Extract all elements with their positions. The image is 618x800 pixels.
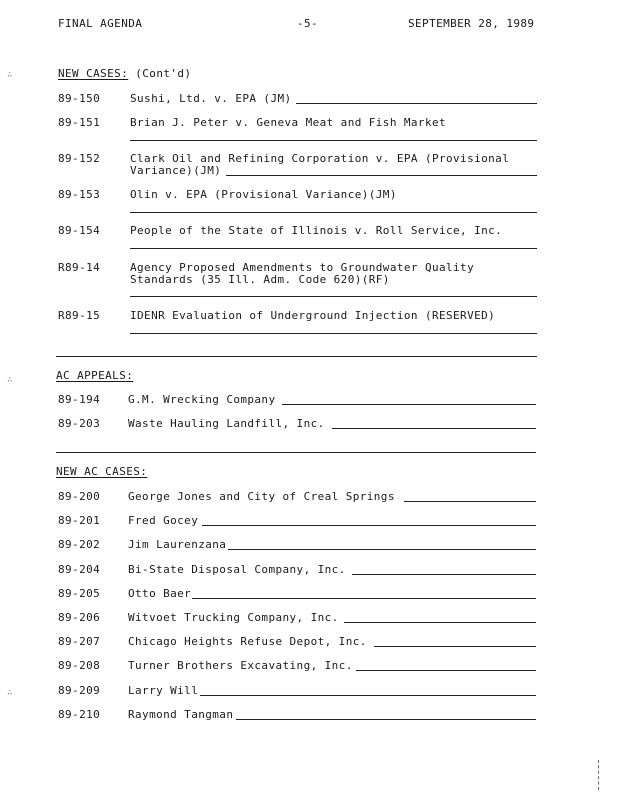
case-title: Raymond Tangman (128, 708, 234, 721)
blank-line (236, 719, 536, 720)
case-title: Bi-State Disposal Company, Inc. (128, 563, 346, 576)
case-title: Witvoet Trucking Company, Inc. (128, 611, 339, 624)
margin-mark: ∴ (7, 688, 13, 698)
case-title: People of the State of Illinois v. Roll Service, Inc. (130, 224, 503, 237)
case-number: 89-202 (58, 538, 101, 551)
case-title: Larry Will (128, 684, 199, 697)
margin-mark: ∴ (7, 70, 13, 80)
case-title: G.M. Wrecking Company (128, 393, 276, 406)
blank-line (130, 248, 537, 249)
case-number: 89-209 (58, 684, 101, 697)
case-title-line-2: Variance)(JM) (130, 164, 222, 177)
case-number: 89-153 (58, 188, 101, 201)
blank-line (352, 574, 536, 575)
case-title-line-2: Standards (35 Ill. Adm. Code 620)(RF) (130, 273, 390, 286)
case-number: 89-201 (58, 514, 101, 527)
blank-line (282, 404, 536, 405)
case-title: Waste Hauling Landfill, Inc. (128, 417, 325, 430)
section-suffix: (Cont'd) (135, 67, 192, 80)
blank-line (332, 428, 536, 429)
case-title: George Jones and City of Creal Springs (128, 490, 395, 503)
case-title: Otto Baer (128, 587, 192, 600)
case-title: Turner Brothers Excavating, Inc. (128, 659, 353, 672)
case-number: 89-200 (58, 490, 101, 503)
page-number: -5- (297, 17, 319, 30)
case-title: IDENR Evaluation of Underground Injection (RESERVED) (130, 309, 496, 322)
new-cases-heading (58, 67, 191, 80)
case-number: 89-205 (58, 587, 101, 600)
case-number: 89-208 (58, 659, 101, 672)
case-number: 89-151 (58, 116, 101, 129)
case-number: 89-154 (58, 224, 101, 237)
header-left: FINAL AGENDA (58, 17, 143, 30)
margin-mark: ∴ (7, 375, 13, 385)
case-title: Olin v. EPA (Provisional Variance)(JM) (130, 188, 397, 201)
blank-line (374, 646, 536, 647)
case-title-line-1: Clark Oil and Refining Corporation v. EPA (Provisional (130, 152, 510, 165)
blank-line (130, 140, 537, 141)
blank-line (344, 622, 536, 623)
blank-line (226, 175, 537, 176)
blank-line (356, 670, 536, 671)
margin-mark (598, 760, 600, 790)
blank-line (130, 333, 537, 334)
case-number: 89-206 (58, 611, 101, 624)
blank-line (200, 695, 536, 696)
case-title-line-1: Agency Proposed Amendments to Groundwater Quality (130, 261, 475, 274)
blank-line (56, 356, 537, 357)
blank-line (56, 452, 536, 453)
blank-line (404, 501, 536, 502)
blank-line (192, 598, 536, 599)
new-ac-cases-heading: NEW AC CASES: (56, 465, 148, 478)
section-title: NEW CASES: (58, 67, 129, 80)
case-title: Brian J. Peter v. Geneva Meat and Fish Market (130, 116, 447, 129)
case-title: Jim Laurenzana (128, 538, 227, 551)
case-number: R89-15 (58, 309, 101, 322)
blank-line (130, 296, 537, 297)
blank-line (228, 549, 536, 550)
case-number: 89-150 (58, 92, 101, 105)
blank-line (130, 212, 537, 213)
case-title: Sushi, Ltd. v. EPA (JM) (130, 92, 292, 105)
case-number: 89-207 (58, 635, 101, 648)
case-number: 89-152 (58, 152, 101, 165)
ac-appeals-heading: AC APPEALS: (56, 369, 134, 382)
case-number: R89-14 (58, 261, 101, 274)
blank-line (296, 103, 537, 104)
case-number: 89-210 (58, 708, 101, 721)
case-number: 89-194 (58, 393, 101, 406)
case-number: 89-203 (58, 417, 101, 430)
case-title: Chicago Heights Refuse Depot, Inc. (128, 635, 367, 648)
header-date: SEPTEMBER 28, 1989 (408, 17, 535, 30)
blank-line (202, 525, 536, 526)
case-number: 89-204 (58, 563, 101, 576)
case-title: Fred Gocey (128, 514, 199, 527)
